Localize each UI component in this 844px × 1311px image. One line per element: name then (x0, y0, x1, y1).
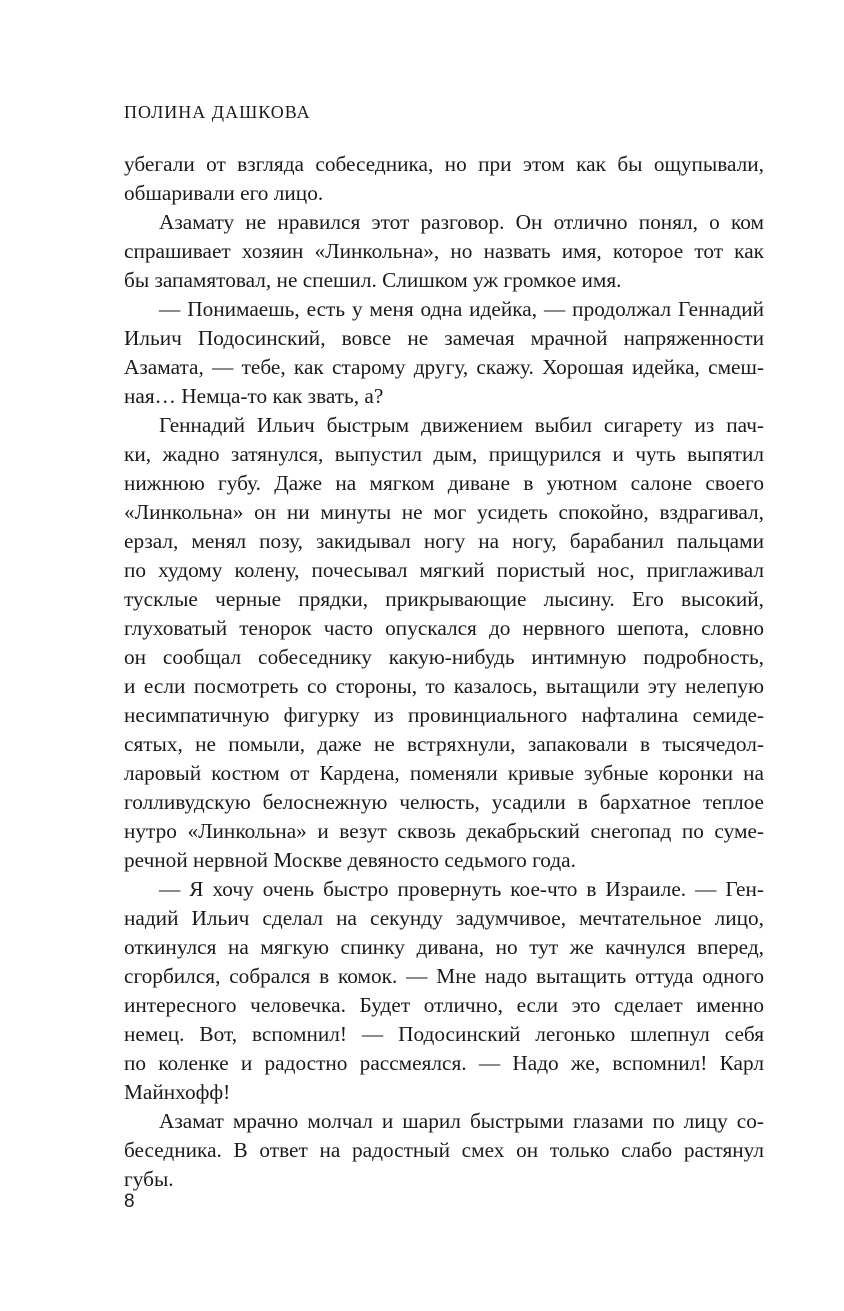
text-line: нижнюю губу. Даже на мягком диване в уютном салоне своего (124, 471, 764, 495)
text-line: убегали от взгляда собеседника, но при этом как бы ощупывали, (124, 152, 764, 176)
text-line: несимпатичную фигурку из провинциального нафталина семиде- (124, 703, 764, 727)
text-line: ки, жадно затянулся, выпустил дым, прищурился и чуть выпятил (124, 442, 764, 466)
text-line: Майнхофф! (124, 1080, 231, 1104)
text-line: тусклые черные прядки, прикрывающие лысину. Его высокий, (124, 587, 764, 611)
text-line: по коленке и радостно рассмеялся. — Надо же, вспомнил! Карл (124, 1051, 764, 1075)
text-line: немец. Вот, вспомнил! — Подосинский легонько шлепнул себя (124, 1022, 764, 1046)
text-line: сятых, не помыли, даже не встряхнули, запаковали в тысячедол- (124, 732, 764, 756)
text-line: глуховатый тенорок часто опускался до нервного шепота, словно (124, 616, 764, 640)
paragraph (124, 208, 764, 295)
text-line: — Понимаешь, есть у меня одна идейка, — продолжал Геннадий (159, 297, 764, 321)
text-line: интересного человечка. Будет отлично, если это сделает именно (124, 993, 764, 1017)
paragraph (124, 411, 764, 875)
text-line: по худому колену, почесывал мягкий пористый нос, приглаживал (124, 558, 764, 582)
text-line: Азамату не нравился этот разговор. Он отлично понял, о ком (159, 210, 764, 234)
page-number: 8 (124, 1191, 135, 1212)
text-line: обшаривали его лицо. (124, 181, 324, 205)
text-line: откинулся на мягкую спинку дивана, но тут же качнулся вперед, (124, 935, 764, 959)
paragraph (124, 1107, 764, 1194)
paragraph (124, 875, 764, 1107)
text-line: нутро «Линкольна» и везут сквозь декабрьский снегопад по суме- (124, 819, 764, 843)
text-line: ерзал, менял позу, закидывал ногу на ногу, барабанил пальцами (124, 529, 764, 553)
text-line: сгорбился, собрался в комок. — Мне надо вытащить оттуда одного (124, 964, 764, 988)
text-line: «Линкольна» он ни минуты не мог усидеть спокойно, вздрагивал, (124, 500, 764, 524)
text-line: и если посмотреть со стороны, то казалось, вытащили эту нелепую (124, 674, 764, 698)
text-line: бы запамятовал, не спешил. Слишком уж громкое имя. (124, 268, 622, 292)
text-line: — Я хочу очень быстро провернуть кое-что в Израиле. — Ген- (159, 877, 764, 901)
text-line: Геннадий Ильич быстрым движением выбил сигарету из пач- (159, 413, 764, 437)
text-line: беседника. В ответ на радостный смех он только слабо растянул (124, 1138, 764, 1162)
paragraph (124, 295, 764, 411)
text-line: Азамата, — тебе, как старому другу, скажу. Хорошая идейка, смеш- (124, 355, 764, 379)
running-header: ПОЛИНА ДАШКОВА (124, 102, 311, 122)
text-line: голливудскую белоснежную челюсть, усадили в бархатное теплое (124, 790, 764, 814)
text-line: ная… Немца-то как звать, а? (124, 384, 384, 408)
text-line: губы. (124, 1167, 174, 1191)
text-line: ларовый костюм от Кардена, поменяли кривые зубные коронки на (124, 761, 764, 785)
text-line: спрашивает хозяин «Линкольна», но назвать имя, которое тот как (124, 239, 764, 263)
text-line: Ильич Подосинский, вовсе не замечая мрачной напряженности (124, 326, 764, 350)
text-line: речной нервной Москве девяносто седьмого года. (124, 848, 576, 872)
body-text (124, 150, 764, 1194)
text-line: он сообщал собеседнику какую-нибудь интимную подробность, (124, 645, 764, 669)
paragraph (124, 150, 764, 208)
text-line: Азамат мрачно молчал и шарил быстрыми глазами по лицу со- (159, 1109, 764, 1133)
text-line: надий Ильич сделал на секунду задумчивое, мечтательное лицо, (124, 906, 764, 930)
